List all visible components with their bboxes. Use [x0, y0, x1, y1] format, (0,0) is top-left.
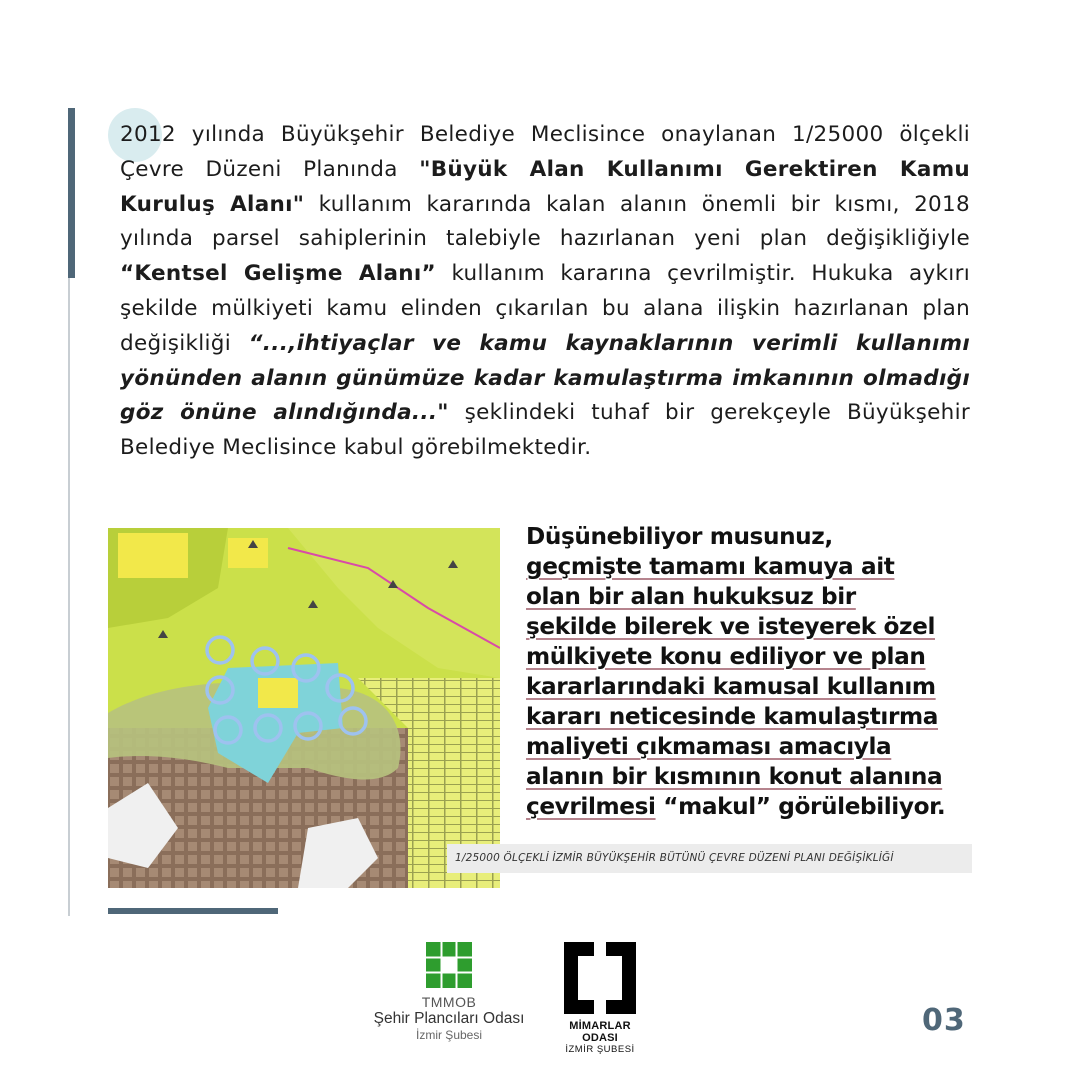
callout-line: geçmişte tamamı kamuya ait	[526, 553, 895, 580]
paragraph-text-3: kullanım kararına çevrilmiştir. Hukuka aykırı şekilde mülkiyeti kamu elinden çıkarılan bu alana ilişkin hazırlanan plan değişikliği	[120, 261, 970, 356]
spo-line2: Şehir Plancıları Odası	[373, 1010, 525, 1027]
mimarlar-odasi-logo	[550, 942, 650, 1055]
callout-line: şekilde bilerek ve isteyerek özel	[526, 613, 935, 640]
callout-line: maliyeti çıkmaması amacıyla	[526, 733, 892, 760]
callout-line: kararlarındaki kamusal kullanım	[526, 673, 936, 700]
callout-line: mülkiyete konu ediliyor ve plan	[526, 643, 926, 670]
callout-line: alanın bir kısmının konut alanına	[526, 763, 943, 790]
paragraph-text-4: şeklindeki tuhaf bir gerekçeyle Büyükşehir Belediye Meclisince kabul görebilmektedir.	[120, 400, 970, 461]
bold-term-kentsel-gelisme: “Kentsel Gelişme Alanı”	[120, 261, 436, 287]
map-caption: 1/25000 ÖLÇEKLİ İZMİR BÜYÜKŞEHİR BÜTÜNÜ ÇEVRE DÜZENİ PLANI DEĞİŞİKLİĞİ	[447, 844, 972, 873]
bold-term-kamu-kurulus: "Büyük Alan Kullanımı Gerektiren Kamu Kuruluş Alanı"	[120, 156, 970, 217]
callout-statement	[526, 522, 996, 822]
plan-map-image	[108, 528, 500, 888]
spo-grid-icon	[426, 942, 472, 988]
spo-line3: İzmir Şubesi	[415, 1028, 483, 1042]
spo-line1: TMMOB	[421, 994, 477, 1010]
tmmob-spo-logo	[366, 942, 532, 1043]
callout-lead: Düşünebiliyor musunuz,	[526, 523, 833, 550]
paragraph-text-1: 2012 yılında Büyükşehir Belediye Meclisince onaylanan 1/25000 ölçekli Çevre Düzeni Planında	[120, 122, 970, 182]
callout-line: kararı neticesinde kamulaştırma	[526, 703, 939, 730]
quoted-justification: “...,ihtiyaçlar ve kamu kaynaklarının verimli kullanımı yönünden alanın günümüze kadar kamulaştırma imkanının olmadığı göz önüne alındığında..."	[120, 330, 971, 426]
mo-line1: MİMARLAR ODASI	[569, 1020, 631, 1044]
mo-bracket-icon	[564, 942, 636, 1014]
main-paragraph	[120, 118, 970, 466]
mo-line2: İZMİR ŞUBESİ	[565, 1044, 635, 1055]
left-rule-accent	[68, 108, 75, 278]
bottom-accent-rule	[108, 908, 278, 914]
callout-line: olan bir alan hukuksuz bir	[526, 583, 856, 610]
callout-tail: “makul” görülebiliyor.	[655, 793, 946, 820]
callout-line: çevrilmesi	[526, 793, 656, 820]
page-number: 03	[922, 1003, 966, 1038]
paragraph-text-2: kullanım kararında kalan alanın önemli bir kısmı, 2018 yılında parsel sahiplerinin talebiyle hazırlanan yeni plan değişikliğiyle	[120, 191, 970, 252]
